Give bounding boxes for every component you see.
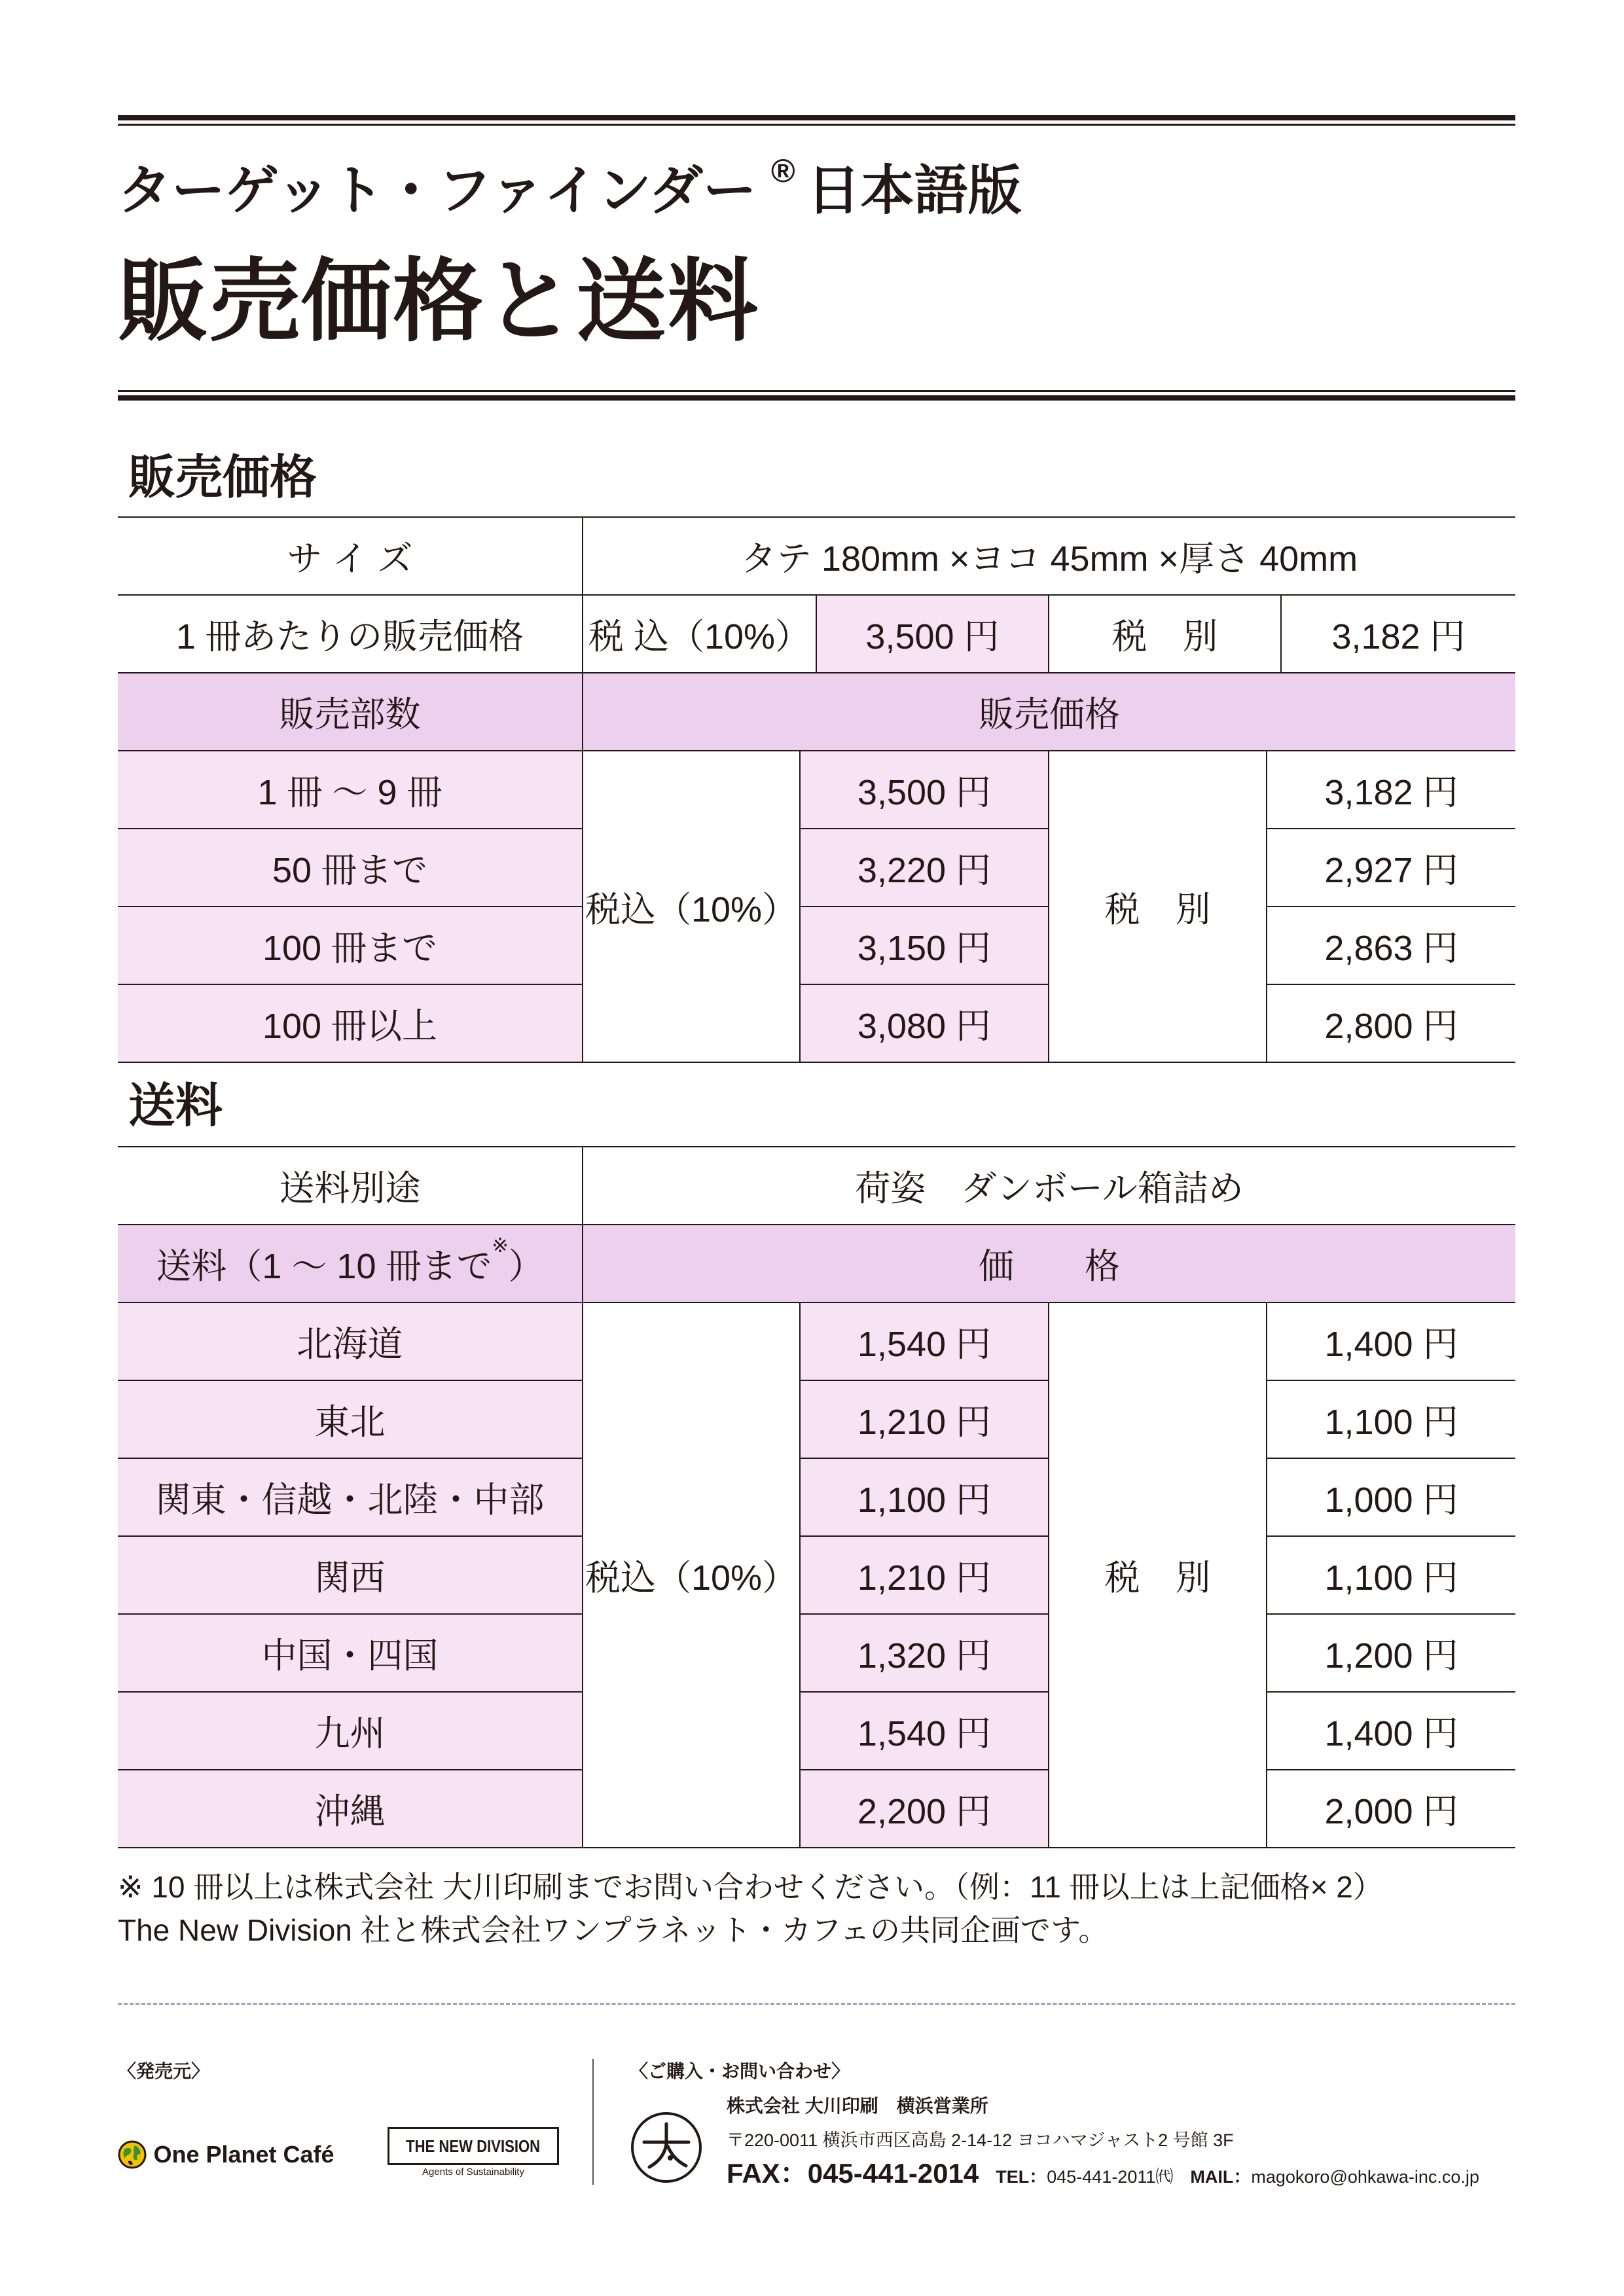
document-title xyxy=(118,152,1022,225)
table-row xyxy=(118,1536,1515,1614)
price-excl-cell: 1,400 円 xyxy=(1267,1302,1515,1380)
price-incl-cell: 3,500 円 xyxy=(800,751,1049,829)
one-planet-cafe-wordmark: One Planet Café xyxy=(153,2141,334,2168)
note-line: ※ 10 冊以上は株式会社 大川印刷までお問い合わせください。（例：11 冊以上は上記価格× 2） xyxy=(118,1870,1383,1904)
size-value-cell: タテ 180mm ×ヨコ 45mm ×厚さ 40mm xyxy=(583,517,1515,595)
region-cell: 北海道 xyxy=(118,1302,583,1380)
tax-excl-merged-cell: 税 別 xyxy=(1049,1302,1267,1848)
price-incl-cell: 1,320 円 xyxy=(800,1614,1049,1692)
region-column-header xyxy=(118,1225,583,1302)
table-row xyxy=(118,1147,1515,1225)
region-cell: 関西 xyxy=(118,1536,583,1614)
region-cell: 中国・四国 xyxy=(118,1614,583,1692)
tax-incl-merged-cell: 税込（10%） xyxy=(583,1302,800,1848)
pricing-table xyxy=(118,516,1515,1063)
publisher-label: 〈発売元〉 xyxy=(118,2061,210,2081)
fax-number: 045-441-2014 xyxy=(807,2158,979,2189)
price-column-header: 販売価格 xyxy=(583,673,1515,751)
price-incl-cell: 3,080 円 xyxy=(800,984,1049,1062)
price-excl-cell: 2,000 円 xyxy=(1267,1770,1515,1848)
mail-group xyxy=(1190,2167,1479,2187)
unit-price-incl-cell: 3,500 円 xyxy=(816,595,1049,673)
table-row xyxy=(118,1458,1515,1536)
price-excl-cell: 2,863 円 xyxy=(1267,906,1515,984)
price-incl-cell: 3,150 円 xyxy=(800,906,1049,984)
globe-icon xyxy=(118,2140,149,2151)
company-address: 〒220-0011 横浜市西区高島 2-14-12 ヨコハマジャスト2 号館 3F xyxy=(727,2130,1234,2150)
price-excl-cell: 2,800 円 xyxy=(1267,984,1515,1062)
table-row xyxy=(118,1380,1515,1458)
size-label-cell: サ イ ズ xyxy=(118,517,583,595)
the-new-division-logo xyxy=(388,2127,559,2179)
quantity-cell: 100 冊まで xyxy=(118,906,583,984)
volume-pricing-table xyxy=(118,673,1515,1063)
shipping-separate-cell: 送料別途 xyxy=(118,1147,583,1225)
unit-price-label-cell: 1 冊あたりの販売価格 xyxy=(118,595,583,673)
top-double-rule xyxy=(118,115,1515,126)
price-excl-cell: 1,100 円 xyxy=(1267,1380,1515,1458)
company-name: 株式会社 大川印刷 横浜営業所 xyxy=(727,2096,988,2116)
price-excl-cell: 1,000 円 xyxy=(1267,1458,1515,1536)
table-row xyxy=(118,829,1515,906)
footnote-mark: ※ xyxy=(492,1235,509,1257)
region-cell: 東北 xyxy=(118,1380,583,1458)
table-header-row xyxy=(118,1225,1515,1302)
table-header-row xyxy=(118,673,1515,751)
shipping-rates-table xyxy=(118,1146,1515,1848)
unit-tax-excl-label-cell: 税 別 xyxy=(1049,595,1281,673)
table-row xyxy=(118,517,1515,595)
footer-divider xyxy=(592,2059,594,2185)
table-row xyxy=(118,1614,1515,1692)
contact-line xyxy=(727,2156,1515,2198)
one-planet-cafe-logo xyxy=(118,2140,334,2169)
contact-label: 〈ご購入・お問い合わせ〉 xyxy=(630,2061,850,2081)
the-new-division-wordmark: THE NEW DIVISION xyxy=(406,2136,541,2156)
table-row xyxy=(118,751,1515,829)
tel-number: 045-441-2011㈹ xyxy=(1047,2167,1174,2187)
price-excl-cell: 1,400 円 xyxy=(1267,1692,1515,1770)
unit-tax-incl-label-cell: 税 込（10%） xyxy=(583,595,816,673)
region-header-close: ） xyxy=(508,1247,544,1286)
notes-block xyxy=(118,1865,1515,1952)
shipping-heading: 送料 xyxy=(128,1080,223,1132)
price-incl-cell: 3,220 円 xyxy=(800,829,1049,906)
table-row xyxy=(118,1770,1515,1848)
tax-excl-merged-cell: 税 別 xyxy=(1049,751,1267,1062)
note-line: The New Division 社と株式会社ワンプラネット・カフェの共同企画です。 xyxy=(118,1913,1109,1947)
mail-label: MAIL： xyxy=(1190,2167,1252,2187)
table-row xyxy=(118,595,1515,673)
price-incl-cell: 1,540 円 xyxy=(800,1692,1049,1770)
table-row xyxy=(118,1302,1515,1380)
price-incl-cell: 1,100 円 xyxy=(800,1458,1049,1536)
pricing-heading: 販売価格 xyxy=(128,452,317,504)
mail-address: magokoro@ohkawa-inc.co.jp xyxy=(1251,2167,1479,2187)
ohkawa-circle-logo-icon xyxy=(630,2111,703,2184)
the-new-division-tagline: Agents of Sustainability xyxy=(422,2166,524,2178)
dashed-separator xyxy=(118,2003,1515,2005)
price-incl-cell: 2,200 円 xyxy=(800,1770,1049,1848)
edition-label: 日本語版 xyxy=(806,161,1022,221)
quantity-column-header: 販売部数 xyxy=(118,673,583,751)
registered-mark: ® xyxy=(770,152,795,189)
packing-cell: 荷姿 ダンボール箱詰め xyxy=(583,1147,1515,1225)
table-row xyxy=(118,1692,1515,1770)
region-header-text: 送料（1 ～ 10 冊まで xyxy=(156,1247,492,1286)
quantity-cell: 1 冊 ～ 9 冊 xyxy=(118,751,583,829)
price-incl-cell: 1,540 円 xyxy=(800,1302,1049,1380)
unit-price-excl-cell: 3,182 円 xyxy=(1281,595,1515,673)
quantity-cell: 100 冊以上 xyxy=(118,984,583,1062)
region-cell: 九州 xyxy=(118,1692,583,1770)
quantity-cell: 50 冊まで xyxy=(118,829,583,906)
pricing-summary-table xyxy=(118,516,1515,673)
price-incl-cell: 1,210 円 xyxy=(800,1380,1049,1458)
price-incl-cell: 1,210 円 xyxy=(800,1536,1049,1614)
product-name: ターゲット・ファインダー xyxy=(118,161,757,221)
tax-incl-merged-cell: 税込（10%） xyxy=(583,751,800,1062)
the-new-division-box xyxy=(388,2127,559,2165)
region-cell: 沖縄 xyxy=(118,1770,583,1848)
tel-label: TEL： xyxy=(996,2167,1047,2187)
tel-group xyxy=(996,2167,1173,2187)
table-row xyxy=(118,906,1515,984)
shipping-price-column-header: 価 格 xyxy=(583,1225,1515,1302)
region-cell: 関東・信越・北陸・中部 xyxy=(118,1458,583,1536)
price-excl-cell: 2,927 円 xyxy=(1267,829,1515,906)
shipping-table xyxy=(118,1146,1515,1848)
price-excl-cell: 3,182 円 xyxy=(1267,751,1515,829)
bottom-double-rule xyxy=(118,390,1515,401)
document-subtitle: 販売価格と送料 xyxy=(118,251,760,352)
price-excl-cell: 1,200 円 xyxy=(1267,1614,1515,1692)
table-row xyxy=(118,984,1515,1062)
price-excl-cell: 1,100 円 xyxy=(1267,1536,1515,1614)
fax-label: FAX： xyxy=(727,2158,808,2189)
